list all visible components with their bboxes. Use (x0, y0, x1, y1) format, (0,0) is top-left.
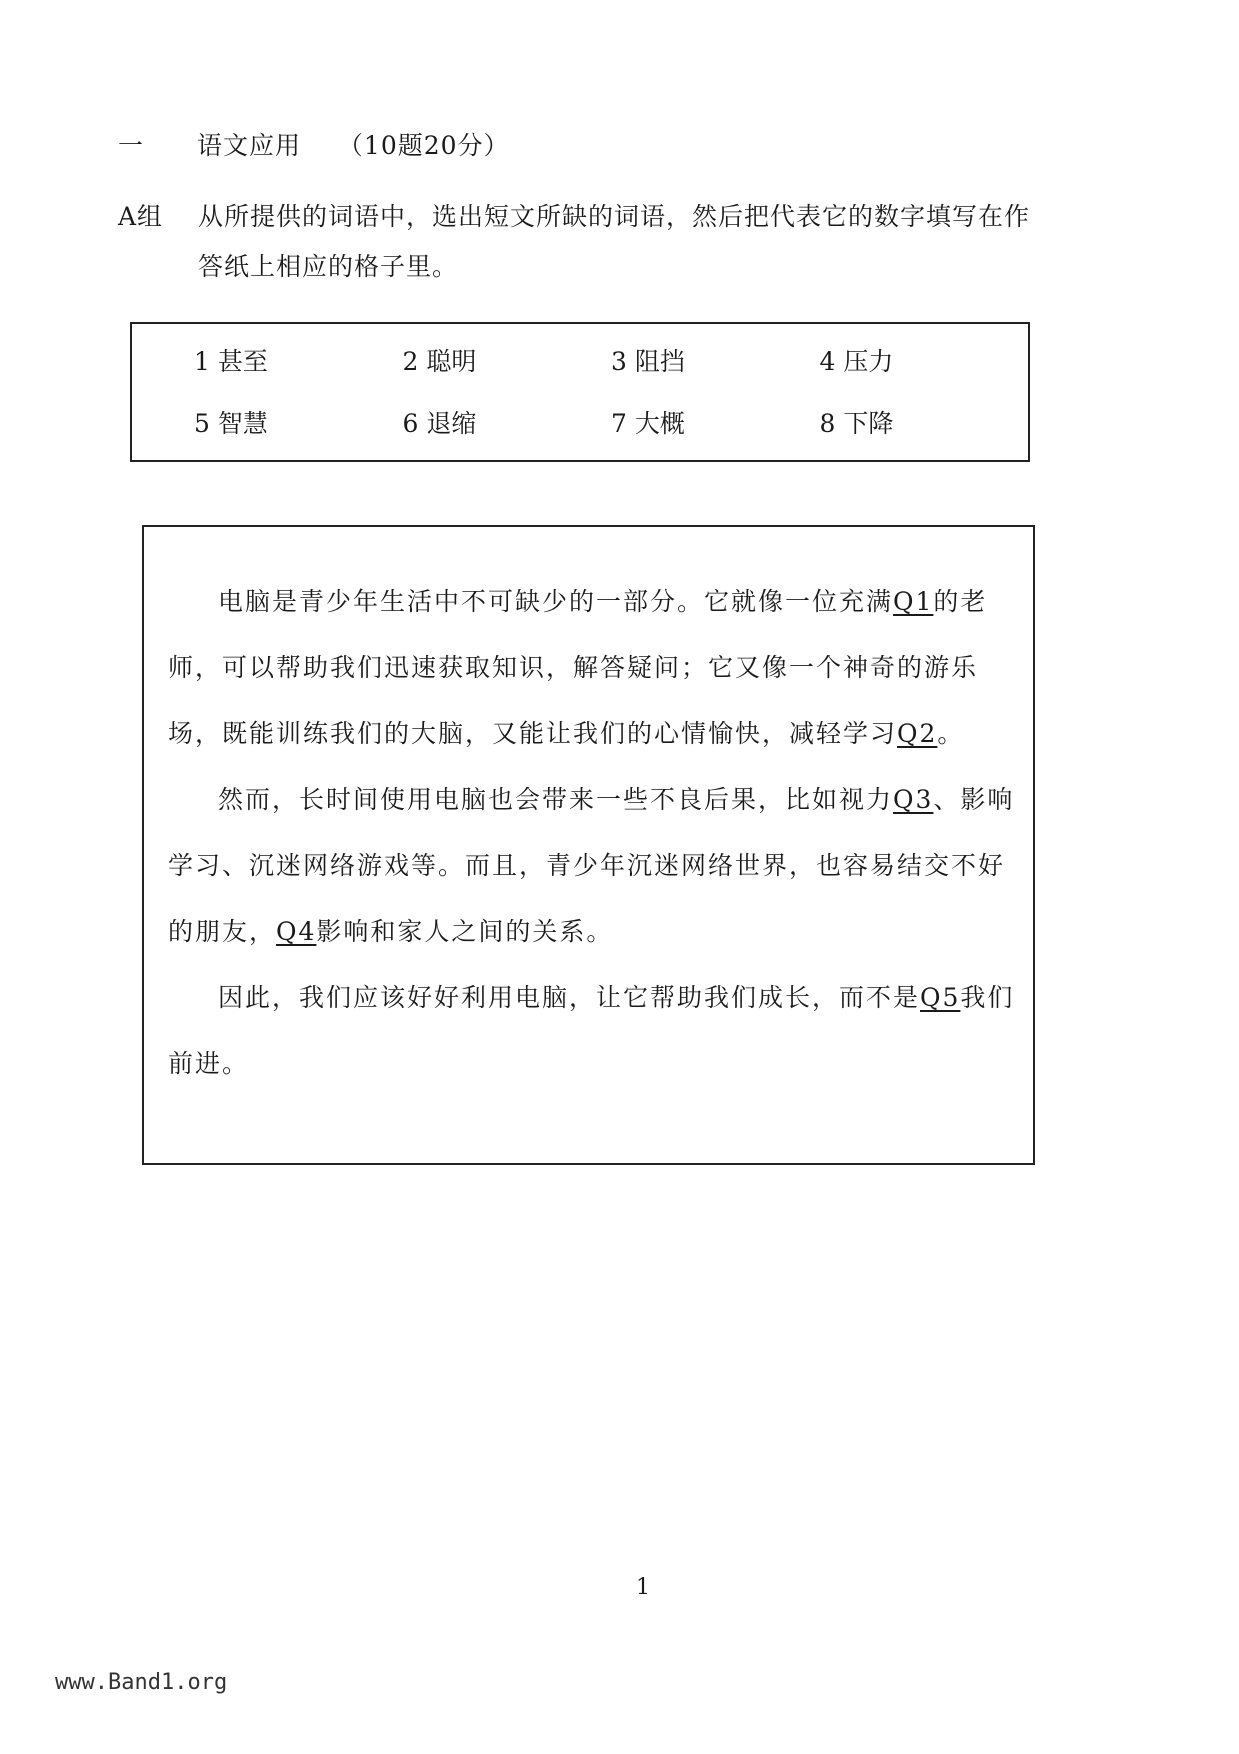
group-instruction (118, 192, 1038, 292)
passage-box (142, 525, 1035, 1165)
section-title: 语文应用 (196, 131, 301, 160)
passage-paragraph-3 (168, 965, 1019, 1097)
word-option: 2 聪明 (402, 347, 477, 376)
blank-q3: Q3 (893, 785, 934, 814)
blank-q5: Q5 (920, 983, 961, 1012)
blank-q2: Q2 (897, 719, 938, 748)
word-option: 5 智慧 (194, 409, 268, 438)
passage-text: 因此，我们应该好好利用电脑，让它帮助我们成长，而不是 (218, 983, 921, 1012)
group-label: A组 (118, 202, 164, 231)
word-option: 8 下降 (819, 409, 894, 438)
footer-url: www.Band1.org (55, 1670, 228, 1695)
passage-text: 电脑是青少年生活中不可缺少的一部分。它就像一位充满 (218, 587, 894, 616)
word-bank-box (130, 322, 1030, 462)
passage-text: 的老师，可以帮助我们迅速获取知识，解答疑问；它又像一个神奇的游乐场，既能训练我们的大脑，又能让我们的心情愉快，减轻学习 (168, 587, 988, 748)
section-number: 一 (118, 131, 145, 160)
passage-paragraph-1 (168, 569, 1019, 767)
word-option: 4 压力 (819, 347, 894, 376)
passage-text: 然而，长时间使用电脑也会带来一些不良后果，比如视力 (218, 785, 894, 814)
passage-text: 影响和家人之间的关系。 (316, 917, 614, 946)
passage-paragraph-2 (168, 767, 1019, 965)
page-number: 1 (636, 1575, 650, 1600)
section-score: （10题20分） (337, 131, 510, 160)
word-option: 3 阻挡 (611, 347, 685, 376)
passage-text: 。 (937, 719, 965, 748)
passage-text: 我们前进。 (168, 983, 1015, 1078)
section-heading (118, 126, 510, 162)
blank-q1: Q1 (893, 587, 934, 616)
word-option: 7 大概 (611, 409, 685, 438)
instruction-text: 从所提供的词语中，选出短文所缺的词语，然后把代表它的数字填写在作答纸上相应的格子里。 (198, 202, 1031, 281)
passage-text: 、影响学习、沉迷网络游戏等。而且，青少年沉迷网络世界，也容易结交不好的朋友， (168, 785, 1015, 946)
word-option: 1 甚至 (194, 347, 268, 376)
word-option: 6 退缩 (402, 409, 477, 438)
blank-q4: Q4 (276, 917, 317, 946)
word-bank-grid (132, 324, 1028, 440)
